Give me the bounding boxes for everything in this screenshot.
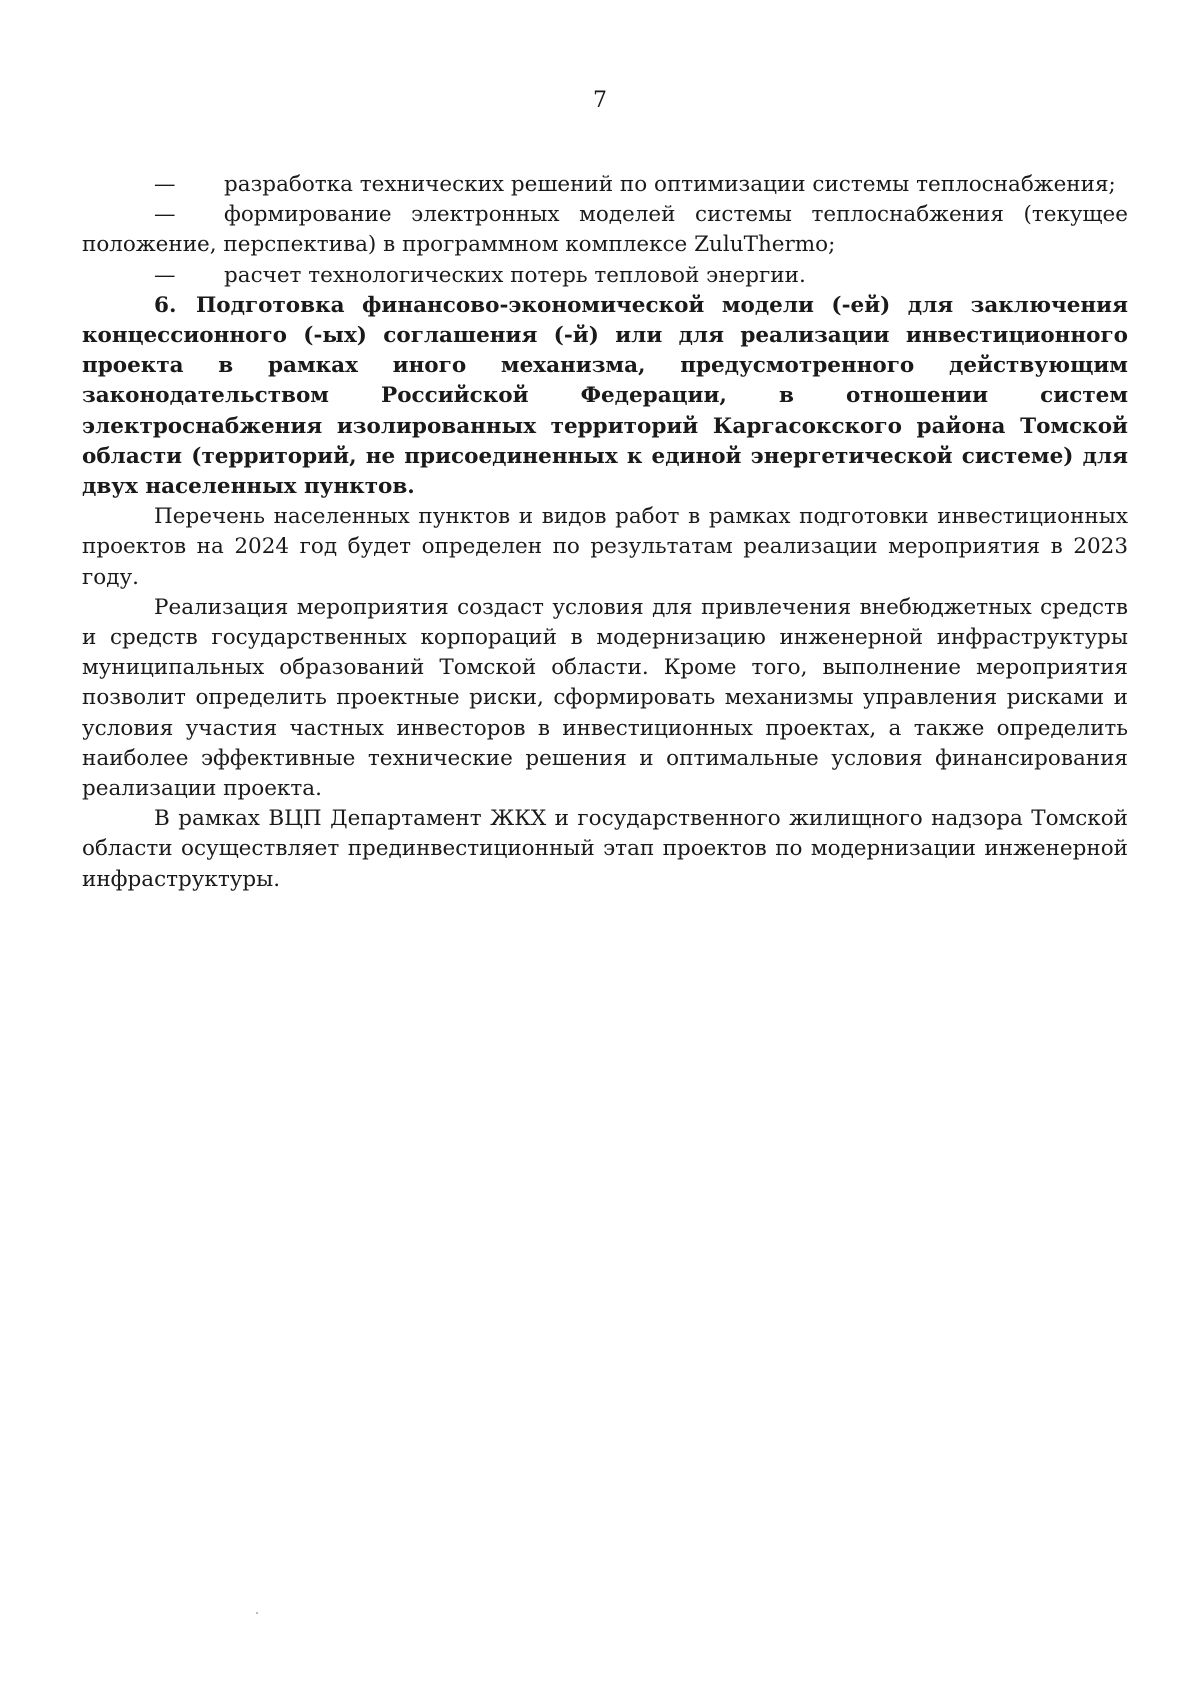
paragraph: Реализация мероприятия создаст условия для привлечения внебюджетных средств и средств государственных корпораций в модернизацию инженерной инфраструктуры муниципальных образований Томской области. Кроме того, выполнение мероприятия позволит определить проектные риски, сформировать механизмы управления рисками и условия участия частных инвесторов в инвестиционных проектах, а также определить наиболее эффективные технические решения и оптимальные условия финансирования реализации проекта. [82, 594, 1128, 802]
page-number: 7 [593, 88, 607, 113]
list-item-text: разработка технических решений по оптимизации системы теплоснабжения; [224, 172, 1116, 197]
dash-marker: — [154, 262, 176, 288]
list-item-text: формирование электронных моделей системы теплоснабжения (текущее положение, перспектива) в программном комплексе ZuluThermo; [82, 202, 1128, 258]
dash-marker: — [154, 202, 176, 228]
document-body [82, 170, 1128, 895]
scan-artifact-dot [256, 1612, 258, 1614]
paragraph: В рамках ВЦП Департамент ЖКХ и государственного жилищного надзора Томской области осуществляет прединвестиционный этап проектов по модернизации инженерной инфраструктуры. [82, 806, 1128, 892]
section-heading-text: Подготовка финансово-экономической модели (-ей) для заключения концессионного (-ых) соглашения (-й) или для реализации инвестиционного проекта в рамках иного механизма, предусмотренного действующим законодательством Российской Федерации, в отношении систем электроснабжения изолированных территорий Каргасокского района Томской области (территорий, не присоединенных к единой энергетической системе) для двух населенных пунктов. [82, 292, 1128, 500]
paragraph: Перечень населенных пунктов и видов работ в рамках подготовки инвестиционных проектов на 2024 год будет определен по результатам реализации мероприятия в 2023 году. [82, 504, 1128, 590]
list-item [82, 170, 1128, 200]
list-item [82, 200, 1128, 260]
section-number: 6. [154, 292, 177, 318]
dash-marker: — [154, 172, 176, 197]
list-item-text: расчет технологических потерь тепловой энергии. [224, 262, 806, 288]
section-heading [82, 291, 1128, 502]
list-item [82, 261, 1128, 291]
